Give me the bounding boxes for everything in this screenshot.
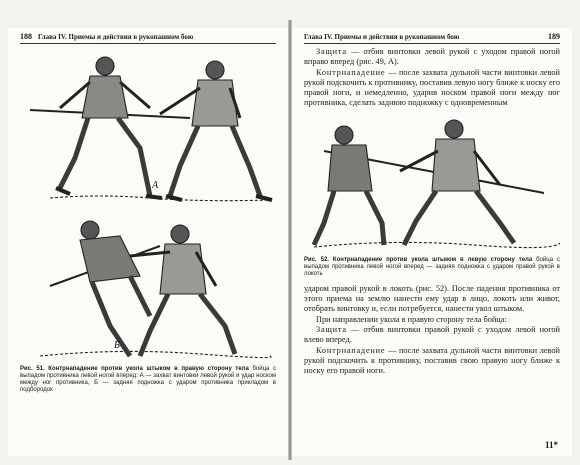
figure-label-b: Б	[114, 340, 120, 351]
paragraph-defense-1	[304, 47, 560, 68]
figure-52-caption-lead: Рис. 52. Контрнападение против укола штыком в левую сторону тела	[304, 256, 533, 263]
right-page-number: 189	[548, 32, 560, 41]
signature-mark: 11*	[544, 440, 558, 450]
illustration-51b	[20, 216, 276, 366]
paragraph-right-side: При направлении укола в правую сторону тела бойца:	[316, 314, 507, 324]
right-running-header	[304, 28, 560, 44]
figure-51-caption-body: бойца с выпадом противника левой ногой вперед: А — захват винтовки левой рукой и удар носком между ног противника, Б — задняя подножка с ударом противника прикладом в подбородок	[20, 366, 276, 393]
illustration-52	[304, 111, 560, 257]
counter-text-2: — после захвата дульной части винтовки левой рукой подскочить к противнику, поставив свою правую ногу ближе к носку его правой ноги.	[304, 345, 560, 376]
right-page	[292, 28, 572, 456]
right-running-head-title: Глава IV. Приемы и действия в рукопашном бою	[304, 33, 460, 41]
defense-term-2: Защита	[316, 324, 347, 334]
counter-text-1: — после захвата дульной части винтовки левой рукой подскочить к противнику, поставив левую ногу ближе к носку его правой ноги, и немедленно, ударив носком правой ноги между ног противника, сделать заднюю подножку с одновременным	[304, 67, 560, 108]
defense-text-1: — отбив винтовки левой рукой с уходом правой ногой вправо вперед (рис. 49, А).	[304, 47, 560, 67]
defense-term-1: Защита	[316, 47, 347, 56]
figure-52-caption-body: бойца с выпадом противника левой ногой вперед — задняя подножка с ударом правой рукой в локоть	[304, 256, 560, 277]
counter-term-2: Контрнападение	[316, 345, 386, 355]
figure-51-caption	[20, 366, 276, 394]
paragraph-counter-2	[304, 346, 560, 377]
left-page	[8, 28, 288, 456]
figure-label-a: А	[152, 180, 159, 191]
figure-52	[304, 111, 560, 257]
figure-51-caption-lead: Рис. 51. Контрнападение против укола штыком в правую сторону тела	[20, 366, 249, 372]
paragraph-defense-2	[304, 325, 560, 346]
paragraph-counter-1	[304, 68, 560, 109]
figure-52-caption	[304, 257, 560, 278]
left-running-header	[20, 28, 276, 44]
left-running-head-title: Глава IV. Приемы и действия в рукопашном бою	[38, 33, 194, 41]
illustration-51a	[20, 48, 276, 216]
defense-text-2: — отбив винтовки правой рукой с уходом левой ногой влево вперед.	[304, 324, 560, 345]
figure-51b	[20, 216, 276, 366]
paragraph-after-fall: ударом правой рукой в локоть (рис. 52). После падения противника от этого приема на землю нанести ему удар в лицо, локоть или живот, отобрать винтовку и, если потребуется, нанести укол штыком.	[304, 283, 560, 314]
left-page-number: 188	[20, 32, 32, 41]
figure-51a	[20, 48, 276, 216]
counter-term-1: Контрнападение	[316, 67, 386, 77]
